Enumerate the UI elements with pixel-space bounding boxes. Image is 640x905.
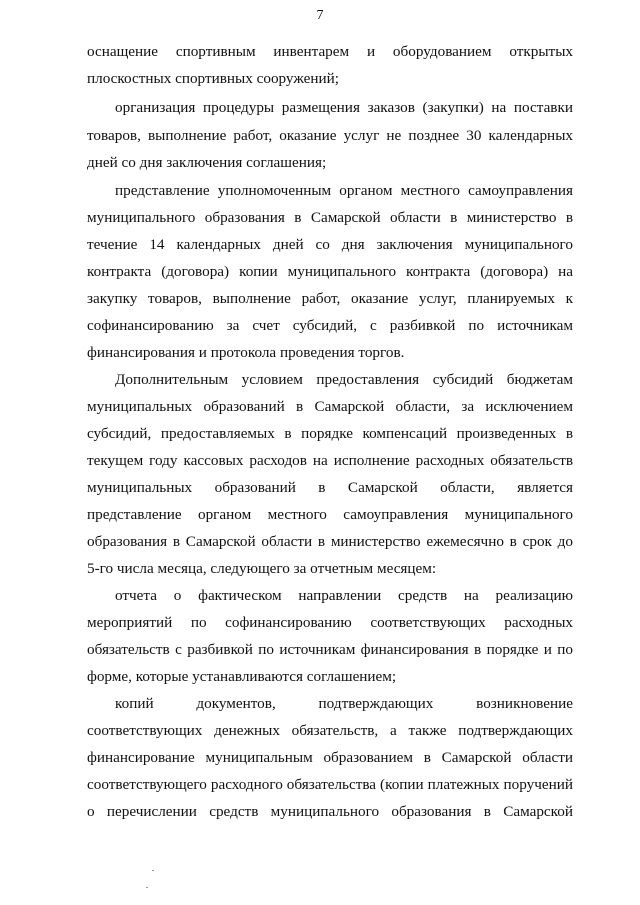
text-line: плоскостных спортивных сооружений; xyxy=(87,70,339,87)
text-line: закупку товаров, выполнение работ, оказание услуг, планируемых к xyxy=(87,290,573,307)
text-line: представление уполномоченным органом местного самоуправления xyxy=(115,182,573,199)
text-line: течение 14 календарных дней со дня заключения муниципального xyxy=(87,236,573,253)
text-line: муниципальных образований в Самарской области, является xyxy=(87,479,573,496)
text-line: организация процедуры размещения заказов (закупки) на поставки xyxy=(115,99,573,116)
text-line: товаров, выполнение работ, оказание услуг не позднее 30 календарных xyxy=(87,127,573,144)
text-line: текущем году кассовых расходов на исполнение расходных обязательств xyxy=(87,452,573,469)
text-line: соответствующего расходного обязательства (копии платежных поручений xyxy=(87,776,573,793)
text-line: оснащение спортивным инвентарем и оборудованием открытых xyxy=(87,43,573,60)
text-line: отчета о фактическом направлении средств на реализацию xyxy=(115,587,573,604)
text-line: контракта (договора) копии муниципального контракта (договора) на xyxy=(87,263,573,280)
text-line: субсидий, предоставляемых в порядке компенсаций произведенных в xyxy=(87,425,573,442)
text-line: софинансированию за счет субсидий, с разбивкой по источникам xyxy=(87,317,573,334)
page-number: 7 xyxy=(316,8,324,23)
text-line: дней со дня заключения соглашения; xyxy=(87,154,327,171)
text-line: Дополнительным условием предоставления субсидий бюджетам xyxy=(115,371,573,388)
text-line: форме, которые устанавливаются соглашением; xyxy=(87,668,397,685)
text-line: финансирования и протокола проведения торгов. xyxy=(87,344,405,361)
text-line: мероприятий по софинансированию соответствующих расходных xyxy=(87,614,573,631)
text-line: соответствующих денежных обязательств, а также подтверждающих xyxy=(87,722,573,739)
text-line: представление органом местного самоуправления муниципального xyxy=(87,506,573,523)
text-line: образования в Самарской области в министерство ежемесячно в срок до xyxy=(87,533,573,550)
text-line: обязательств с разбивкой по источникам финансирования в порядке и по xyxy=(87,641,573,658)
text-line: 5-го числа месяца, следующего за отчетным месяцем: xyxy=(87,560,437,577)
text-line: копий документов, подтверждающих возникновение xyxy=(115,695,573,712)
scan-speck xyxy=(152,870,154,871)
text-line: муниципального образования в Самарской области в министерство в xyxy=(87,209,573,226)
scan-speck xyxy=(146,887,148,888)
text-line: финансирование муниципальным образованием в Самарской области xyxy=(87,749,573,766)
text-line: о перечислении средств муниципального образования в Самарской xyxy=(87,803,573,820)
text-line: муниципальных образований в Самарской области, за исключением xyxy=(87,398,573,415)
